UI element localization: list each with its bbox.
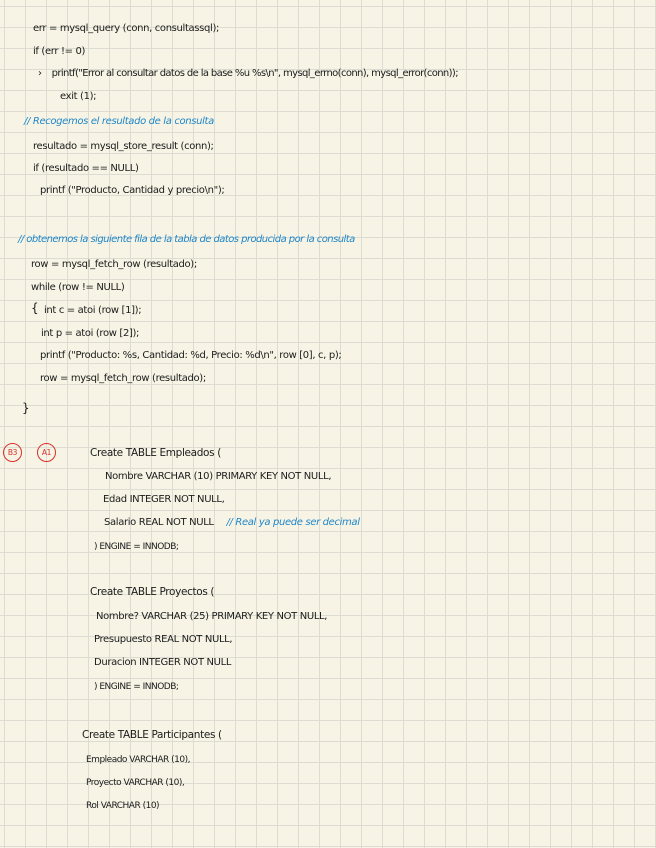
code-comment: // obtenemos la siguiente fila de la tabla de datos producida por la consulta [18,234,355,245]
close-brace: } [22,401,30,415]
code-line: printf ("Producto: %s, Cantidad: %d, Precio: %d\n", row [0], c, p); [40,350,342,361]
sql-line: ) ENGINE = INNODB; [94,682,179,692]
sql-comment: // Real ya puede ser decimal [226,517,360,528]
sql-line: Empleado VARCHAR (10), [86,755,191,765]
sql-line: Edad INTEGER NOT NULL, [103,494,225,505]
exercise-badge: A1 [37,443,56,462]
sql-line: Proyecto VARCHAR (10), [86,778,185,788]
sql-line: Duracion INTEGER NOT NULL [94,657,232,668]
sql-text: Salario REAL NOT NULL [104,517,214,528]
code-line: if (err != 0) [33,46,86,57]
code-line: int p = atoi (row [2]); [41,328,140,339]
code-line: row = mysql_fetch_row (resultado); [40,373,206,384]
open-brace: { [31,301,39,315]
sql-line: ) ENGINE = INNODB; [94,542,179,552]
code-line: while (row != NULL) [31,282,125,293]
code-comment: // Recogemos el resultado de la consulta [24,116,214,127]
code-line [38,67,458,81]
exercise-badge: B3 [3,443,22,462]
sql-line: Presupuesto REAL NOT NULL, [94,634,233,645]
code-line: if (resultado == NULL) [33,163,139,174]
sql-line: Rol VARCHAR (10) [86,801,160,811]
sql-line: Create TABLE Empleados ( [90,447,221,459]
code-line: int c = atoi (row [1]); [44,305,142,316]
sql-line [104,516,360,530]
sql-line: Nombre VARCHAR (10) PRIMARY KEY NOT NULL, [105,471,332,482]
code-line: err = mysql_query (conn, consultassql); [33,23,220,34]
sql-line: Nombre? VARCHAR (25) PRIMARY KEY NOT NULL, [96,611,328,622]
indent-arrow: › [38,68,42,79]
sql-line: Create TABLE Participantes ( [82,729,222,741]
code-line: resultado = mysql_store_result (conn); [33,141,214,152]
code-line: printf ("Producto, Cantidad y precio\n"); [40,185,225,196]
code-line: exit (1); [60,91,97,102]
code-line: row = mysql_fetch_row (resultado); [31,259,197,270]
code-text: printf("Error al consultar datos de la base %u %s\n", mysql_errno(conn), mysql_error(conn)); [51,68,458,79]
sql-line: Create TABLE Proyectos ( [90,586,215,598]
